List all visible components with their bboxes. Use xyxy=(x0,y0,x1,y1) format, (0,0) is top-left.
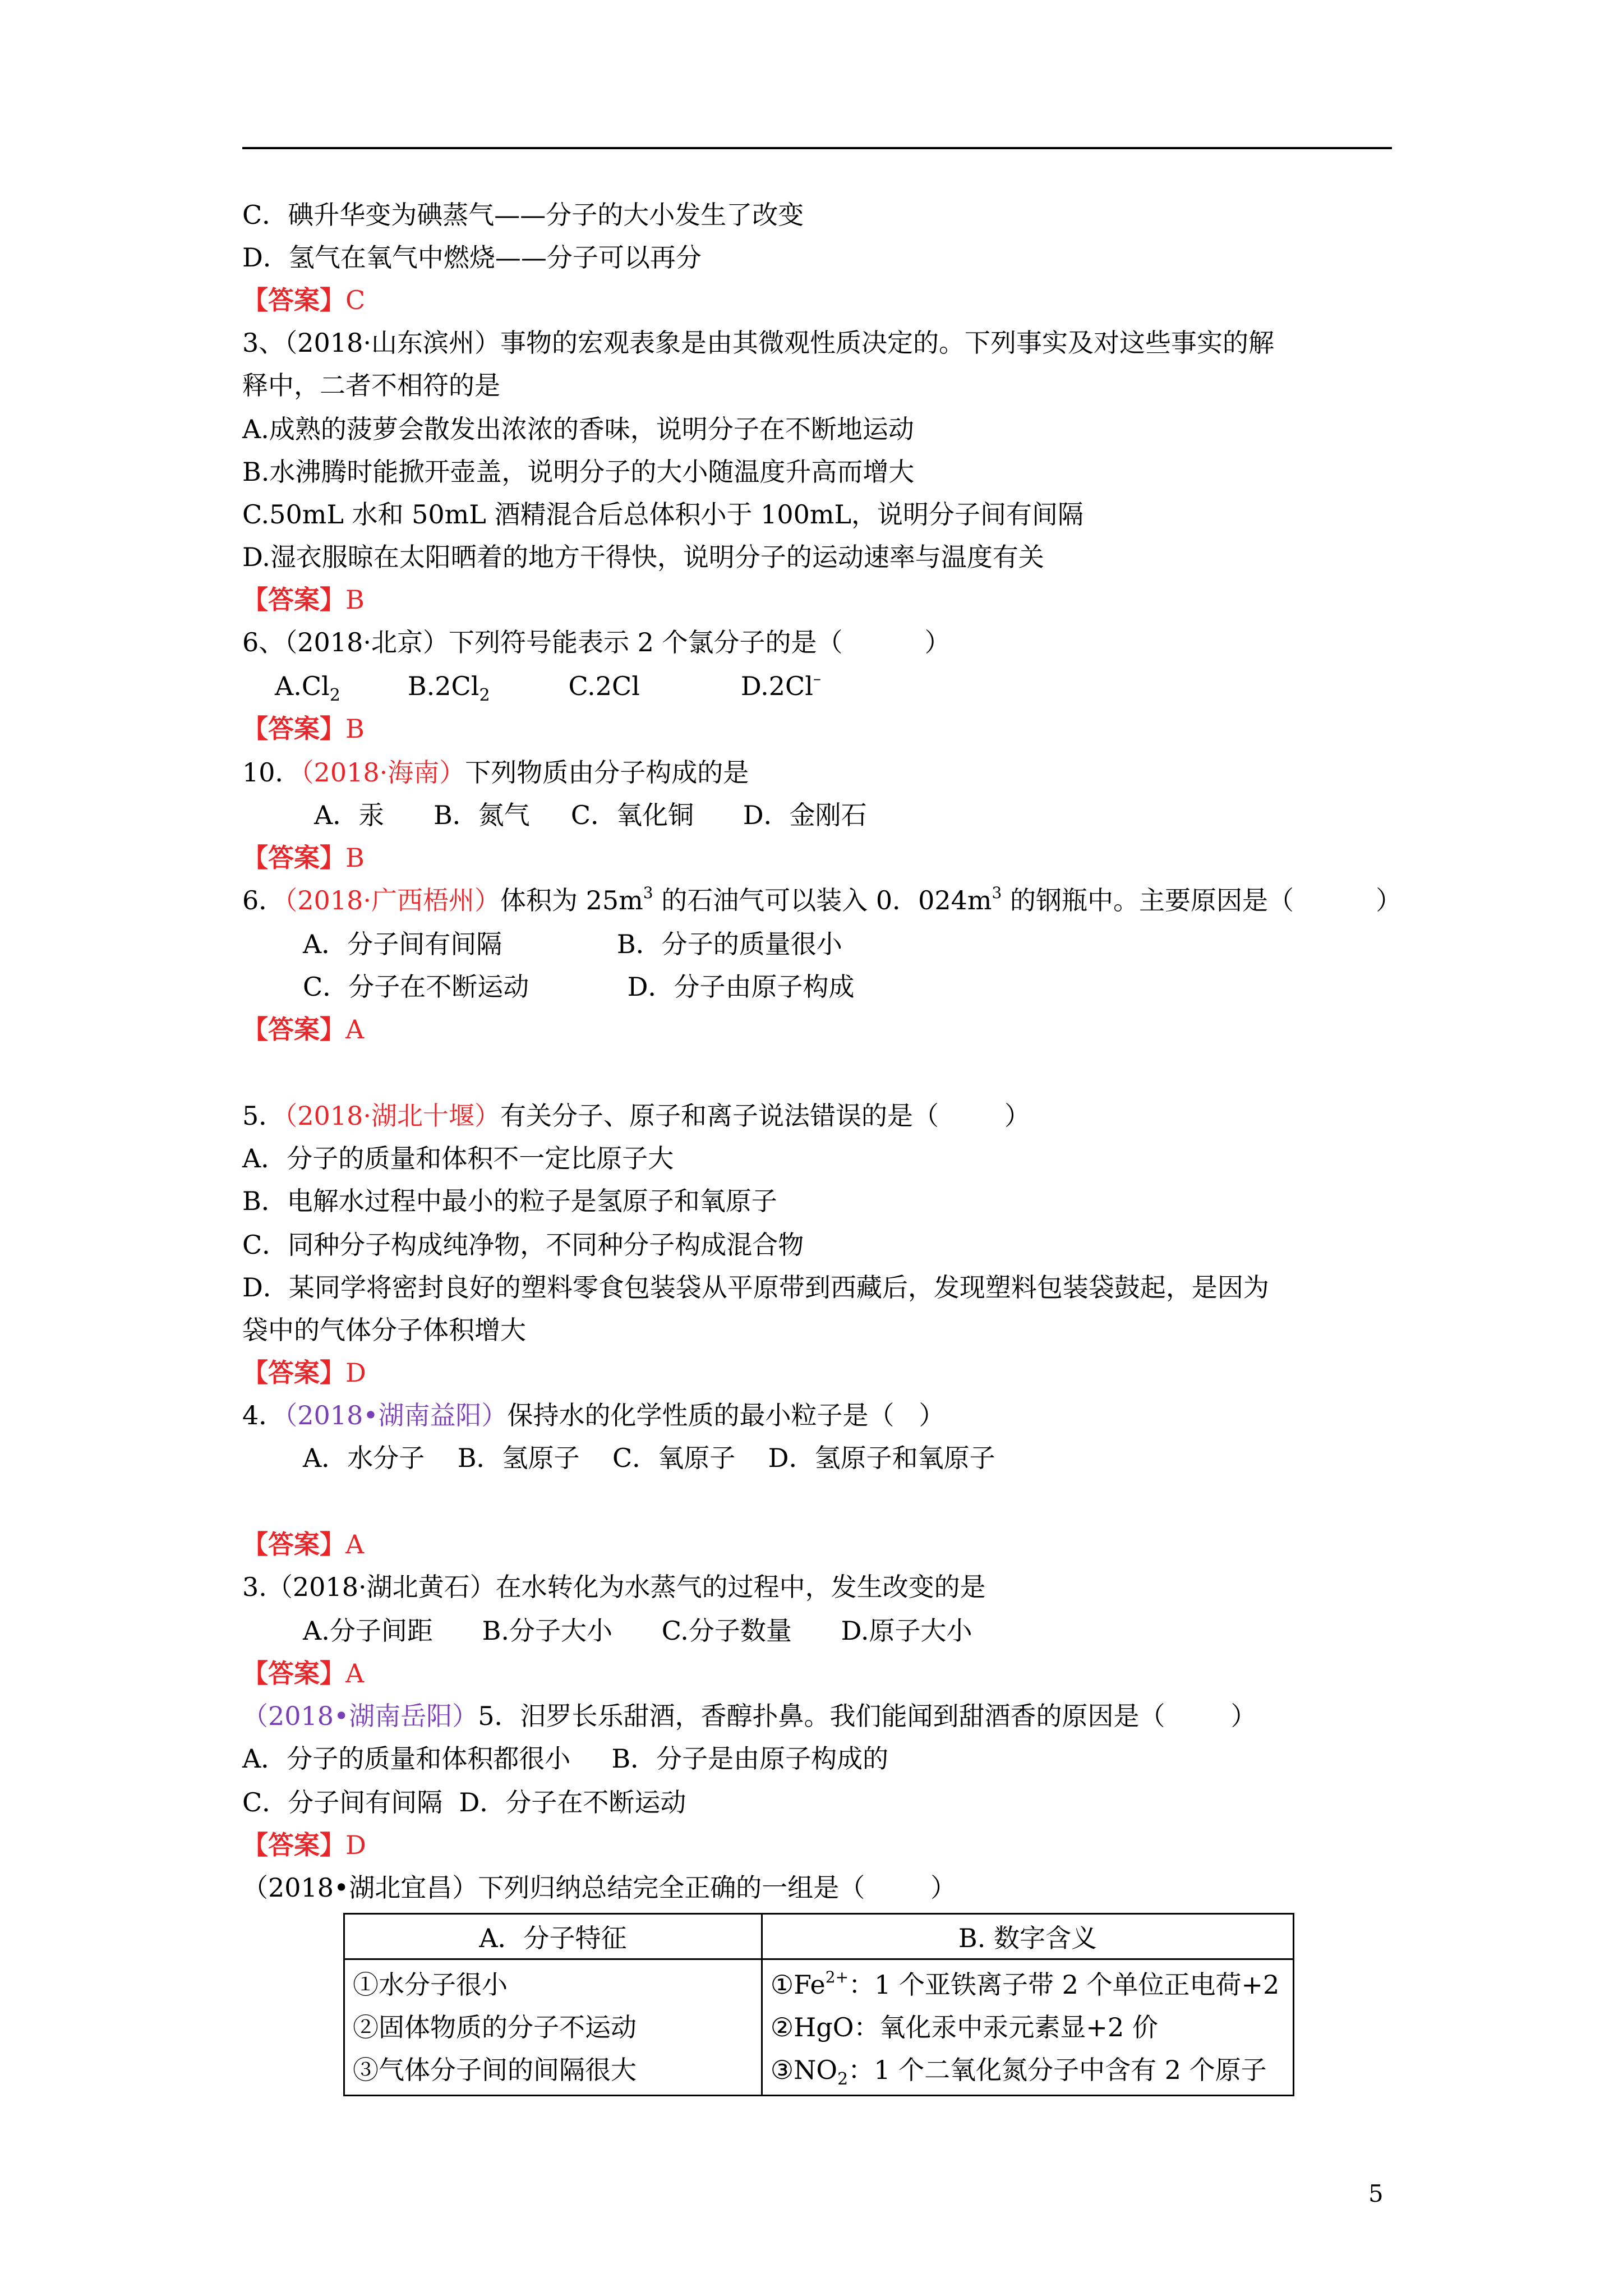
answer-label: 【答案】 xyxy=(242,1358,345,1388)
answer-line xyxy=(242,587,365,613)
answer-label: 【答案】 xyxy=(242,1014,345,1045)
option-text: D.湿衣服晾在太阳晒着的地方干得快，说明分子的运动速率与温度有关 xyxy=(242,542,1044,572)
option-row xyxy=(275,669,821,705)
answer-label: 【答案】 xyxy=(242,1830,345,1860)
answer-label: 【答案】 xyxy=(242,285,345,315)
option-text: C.50mL 水和 50mL 酒精混合后总体积小于 100mL，说明分子间有间隔 xyxy=(242,499,1084,530)
question-stem: 6．（2018·广西梧州）体积为 $25m^3$ 的石油气可以装入 0．$024m^3$ 的钢瓶中。主要原因是（ ） xyxy=(242,884,1402,915)
table-row-text: ①水分子很小 xyxy=(353,1970,508,2000)
question-text: 保持水的化学性质的最小粒子是（ ） xyxy=(507,1400,945,1430)
table-header-a: A．分子特征 xyxy=(344,1914,762,1959)
option-text: B．电解水过程中最小的粒子是氢原子和氧原子 xyxy=(242,1186,777,1216)
answer-value: A xyxy=(345,1529,365,1559)
table-row-text: ③气体分子间的间隔很大 xyxy=(353,2055,637,2085)
option-row: A.分子间距 B.分子大小 C.分子数量 D.原子大小 xyxy=(303,1616,972,1646)
answer-line xyxy=(242,1014,365,1045)
table-row-text: ②HgO：氧化汞中汞元素显+2 价 xyxy=(770,2012,1158,2042)
question-source: （2018•湖南益阳） xyxy=(284,1400,508,1430)
table-cell-a xyxy=(344,1959,762,2096)
answer-label: 【答案】 xyxy=(242,843,345,873)
option-text: C．同种分子构成纯净物，不同种分子构成混合物 xyxy=(242,1230,804,1260)
answer-value: B xyxy=(345,585,365,615)
answer-label: 【答案】 xyxy=(242,1529,345,1559)
question-number: 4． xyxy=(242,1400,285,1430)
question-stem xyxy=(242,1103,1030,1129)
option-row: A．汞 B．氮气 C．氧化铜 D．金刚石 xyxy=(314,800,867,830)
answer-label: 【答案】 xyxy=(242,585,345,615)
question-stem xyxy=(242,757,749,788)
question-source: （2018·海南） xyxy=(301,757,465,788)
question-stem: （2018•湖北宜昌）下列归纳总结完全正确的一组是（ ） xyxy=(242,1872,957,1903)
option-text: A．分子的质量和体积不一定比原子大 xyxy=(242,1143,674,1174)
option-row: C．分子在不断运动 D．分子由原子构成 xyxy=(303,972,855,1002)
answer-line xyxy=(242,1832,366,1858)
table-cell-b xyxy=(762,1959,1293,2096)
table-row-text: $①Fe^{2+}$：1 个亚铁离子带 2 个单位正电荷+2 xyxy=(770,1968,1280,2000)
option-text: A.成熟的菠萝会散发出浓浓的香味，说明分子在不断地运动 xyxy=(242,414,914,444)
summary-table xyxy=(343,1913,1294,2096)
answer-label: 【答案】 xyxy=(242,714,345,744)
answer-line xyxy=(242,845,365,871)
option-d: D.2Cl– xyxy=(740,669,821,701)
table-row-text: ②固体物质的分子不运动 xyxy=(353,2012,637,2042)
question-stem xyxy=(242,1703,1256,1729)
header-rule xyxy=(242,147,1392,149)
answer-value: B xyxy=(345,843,365,873)
option-text: D．某同学将密封良好的塑料零食包装袋从平原带到西藏后，发现塑料包装袋鼓起，是因为 xyxy=(242,1272,1269,1303)
question-number: 5． xyxy=(242,1101,285,1131)
option-text: C．碘升华变为碘蒸气——分子的大小发生了改变 xyxy=(242,200,804,230)
table-header-b: B. 数字含义 xyxy=(762,1914,1293,1959)
answer-value: A xyxy=(345,1014,365,1045)
option-row: A．分子的质量和体积都很小 B．分子是由原子构成的 xyxy=(242,1743,889,1774)
question-text: 5．汨罗长乐甜酒，香醇扑鼻。我们能闻到甜酒香的原因是（ ） xyxy=(478,1701,1257,1731)
question-stem: 释中，二者不相符的是 xyxy=(242,370,500,401)
question-source: （2018•湖南岳阳） xyxy=(242,1701,478,1731)
question-number: 10． xyxy=(242,757,301,788)
page-number: 5 xyxy=(1368,2180,1384,2207)
question-source: （2018·广西梧州） xyxy=(284,885,500,915)
answer-value: A xyxy=(345,1658,365,1688)
question-stem: 3.（2018·湖北黄石）在水转化为水蒸气的过程中，发生改变的是 xyxy=(242,1572,986,1602)
answer-line xyxy=(242,1660,364,1686)
option-text: D．氢气在氧气中燃烧——分子可以再分 xyxy=(242,242,702,273)
option-row: C．分子间有间隔 D．分子在不断运动 xyxy=(242,1787,686,1818)
option-b: $B.2Cl_2$ xyxy=(407,671,490,705)
answer-line xyxy=(242,716,365,742)
answer-value: D xyxy=(345,1358,366,1388)
option-a: $A.Cl_2$ xyxy=(275,671,340,705)
answer-value: B xyxy=(345,714,365,744)
answer-label: 【答案】 xyxy=(242,1658,345,1688)
option-row: A．分子间有间隔 B．分子的质量很小 xyxy=(303,929,842,959)
option-row: A．水分子 B．氢原子 C．氧原子 D．氢原子和氧原子 xyxy=(303,1443,995,1473)
question-stem: 6、（2018·北京）下列符号能表示 2 个氯分子的是（ ） xyxy=(242,627,951,657)
option-text: B.水沸腾时能掀开壶盖，说明分子的大小随温度升高而增大 xyxy=(242,457,915,487)
question-number: 6． xyxy=(242,885,285,915)
answer-value: D xyxy=(345,1830,366,1860)
option-c: C.2Cl xyxy=(568,671,640,701)
question-source: （2018·湖北十堰） xyxy=(284,1101,500,1131)
answer-line xyxy=(242,1360,366,1386)
answer-line xyxy=(242,1531,364,1557)
question-stem xyxy=(242,1402,944,1428)
question-text: 下列物质由分子构成的是 xyxy=(465,757,749,788)
question-text: 有关分子、原子和离子说法错误的是（ ） xyxy=(500,1101,1030,1131)
answer-value: C xyxy=(345,285,366,315)
table-row-text: $③NO_2$：1 个二氧化氮分子中含有 2 个原子 xyxy=(770,2055,1267,2089)
option-text: 袋中的气体分子体积增大 xyxy=(242,1315,526,1345)
question-stem: 3、（2018·山东滨州）事物的宏观表象是由其微观性质决定的。下列事实及对这些事实的解 xyxy=(242,328,1274,358)
answer-line xyxy=(242,287,365,313)
